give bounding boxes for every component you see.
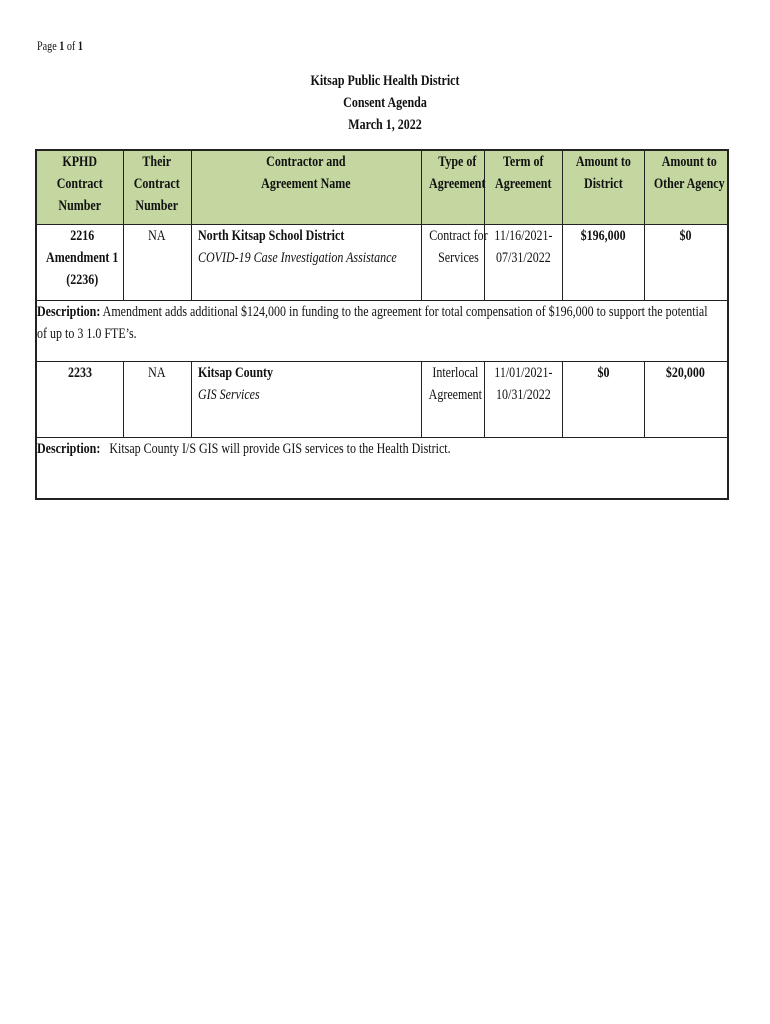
their-contract-number: NA	[123, 362, 191, 438]
description-cell	[36, 301, 728, 362]
description-row	[36, 438, 728, 500]
table-row	[36, 225, 728, 301]
their-contract-number: NA	[123, 225, 191, 301]
page-label: Page	[37, 38, 57, 53]
page-current: 1	[59, 38, 65, 53]
organization-title: Kitsap Public Health District	[310, 73, 460, 89]
contractor-cell	[191, 362, 421, 438]
amount-to-district: $196,000	[562, 225, 644, 301]
amount-to-other-agency: $20,000	[644, 362, 728, 438]
col-header-amount-to-other-agency: Amount to Other Agency	[644, 150, 728, 225]
amount-to-other-agency: $0	[644, 225, 728, 301]
table-header-row	[36, 150, 728, 225]
agreement-name: COVID-19 Case Investigation Assistance	[197, 250, 397, 266]
description-row	[36, 301, 728, 362]
document-title: Consent Agenda	[343, 95, 427, 111]
amount-to-district: $0	[562, 362, 644, 438]
agreement-term: 11/16/2021- 07/31/2022	[484, 225, 562, 301]
agreement-term: 11/01/2021- 10/31/2022	[484, 362, 562, 438]
consent-agenda-table	[35, 149, 729, 500]
col-header-contractor-name: Contractor and Agreement Name	[191, 150, 421, 225]
agreement-name: GIS Services	[197, 387, 260, 403]
description-text: Kitsap County I/S GIS will provide GIS services to the Health District.	[109, 441, 451, 457]
col-header-term-of-agreement: Term of Agreement	[484, 150, 562, 225]
col-header-their-contract-number: Their Contract Number	[123, 150, 191, 225]
page-total: 1	[77, 38, 83, 53]
kphd-contract-number: 2233	[36, 362, 123, 438]
agreement-type: Interlocal Agreement	[421, 362, 484, 438]
description-label: Description:	[37, 441, 101, 457]
contractor-cell	[191, 225, 421, 301]
page-separator: of	[66, 38, 76, 53]
description-text: Amendment adds additional $124,000 in funding to the agreement for total compensation of $196,000 to support the potential of up to 3 1.0 FTE’s.	[37, 304, 708, 342]
kphd-contract-number: 2216 Amendment 1 (2236)	[36, 225, 123, 301]
col-header-type-of-agreement: Type of Agreement	[421, 150, 484, 225]
page-number	[37, 38, 83, 54]
contractor-name: Kitsap County	[197, 365, 273, 381]
document-date: March 1, 2022	[348, 117, 422, 133]
document-header	[0, 70, 770, 136]
description-label: Description:	[37, 304, 101, 320]
contractor-name: North Kitsap School District	[197, 228, 344, 244]
col-header-kphd-contract-number: KPHD Contract Number	[36, 150, 123, 225]
description-cell	[36, 438, 728, 500]
table-row	[36, 362, 728, 438]
agreement-type: Contract for Services	[421, 225, 484, 301]
col-header-amount-to-district: Amount to District	[562, 150, 644, 225]
